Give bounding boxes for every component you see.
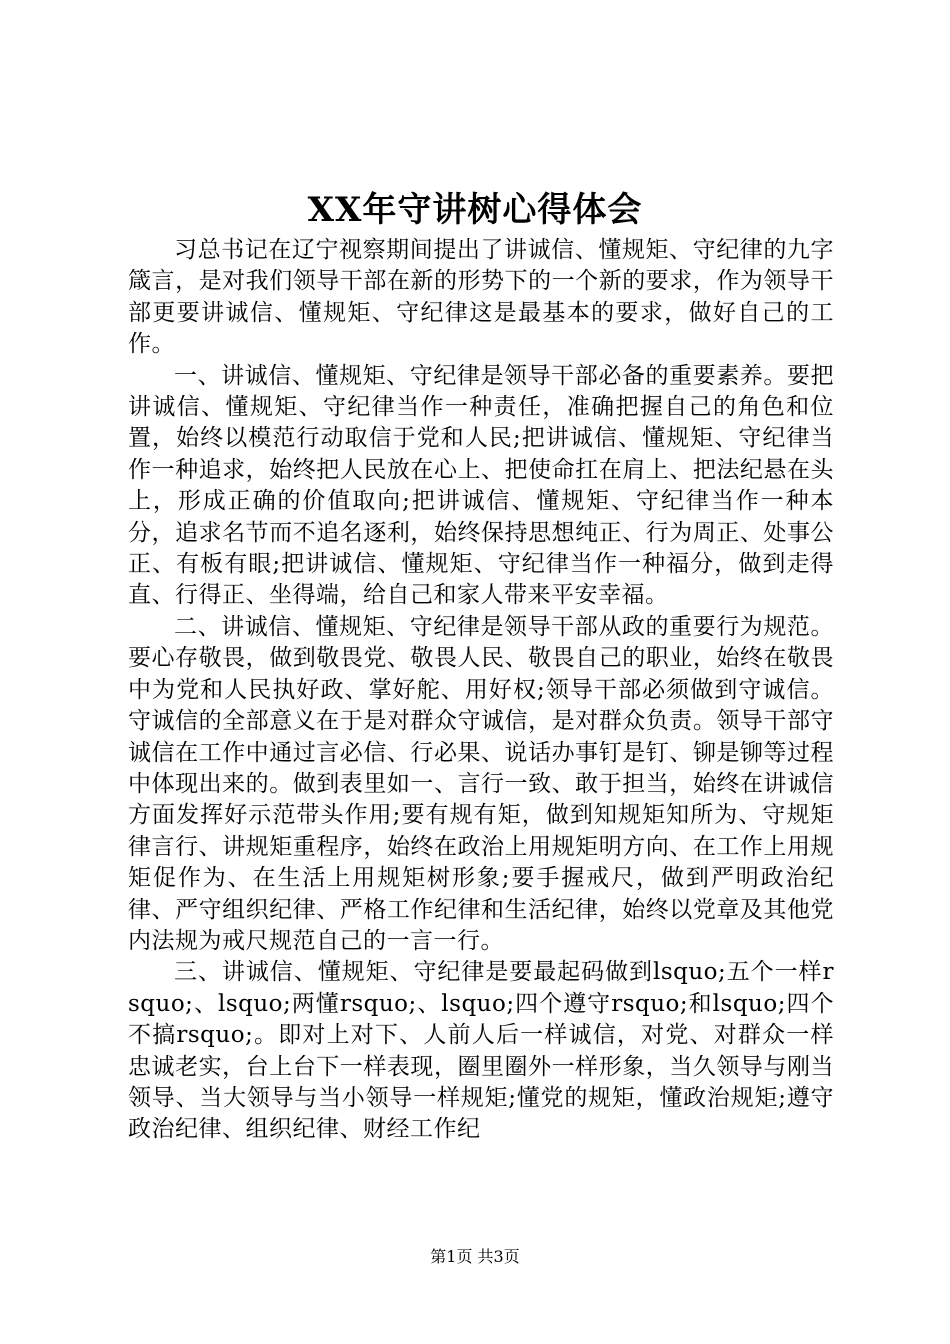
paragraph-section-3: 三、讲诚信、懂规矩、守纪律是要最起码做到lsquo;五个一样rsquo;、lsquo;两懂rsquo;、lsquo;四个遵守rsquo;和lsquo;四个不搞rsquo;。即对上对下、人前人后一样诚信，对党、对群众一样忠诚老实，台上台下一样表现，圈里圈外一样形象，当久领导与刚当领导、当大领导与当小领导一样规矩;懂党的规矩，懂政治规矩;遵守政治纪律、组织纪律、财经工作纪 <box>128 959 834 1143</box>
document-title: XX年守讲树心得体会 <box>307 190 643 230</box>
paragraph-intro: 习总书记在辽宁视察期间提出了讲诚信、懂规矩、守纪律的九字箴言，是对我们领导干部在新的形势下的一个新的要求，作为领导干部更要讲诚信、懂规矩、守纪律这是最基本的要求，做好自己的工作。 <box>128 237 834 358</box>
paragraph-section-1: 一、讲诚信、懂规矩、守纪律是领导干部必备的重要素养。要把讲诚信、懂规矩、守纪律当作一种责任，准确把握自己的角色和位置，始终以模范行动取信于党和人民;把讲诚信、懂规矩、守纪律当作一种追求，始终把人民放在心上、把使命扛在肩上、把法纪悬在头上，形成正确的价值取向;把讲诚信、懂规矩、守纪律当作一种本分，追求名节而不追名逐利，始终保持思想纯正、行为周正、处事公正、有板有眼;把讲诚信、懂规矩、守纪律当作一种福分，做到走得直、行得正、坐得端，给自己和家人带来平安幸福。 <box>128 362 834 609</box>
paragraph-section-2: 二、讲诚信、懂规矩、守纪律是领导干部从政的重要行为规范。要心存敬畏，做到敬畏党、敬畏人民、敬畏自己的职业，始终在敬畏中为党和人民执好政、掌好舵、用好权;领导干部必须做到守诚信。守诚信的全部意义在于是对群众守诚信，是对群众负责。领导干部守诚信在工作中通过言必信、行必果、说话办事钉是钉、铆是铆等过程中体现出来的。做到表里如一、言行一致、敢于担当，始终在讲诚信方面发挥好示范带头作用;要有规有矩，做到知规矩知所为、守规矩律言行、讲规矩重程序，始终在政治上用规矩明方向、在工作上用规矩促作为、在生活上用规矩树形象;要手握戒尺，做到严明政治纪律、严守组织纪律、严格工作纪律和生活纪律，始终以党章及其他党内法规为戒尺规范自己的一言一行。 <box>128 613 834 954</box>
page-footer: 第1页 共3页 <box>430 1247 520 1266</box>
document-body <box>128 235 834 1146</box>
